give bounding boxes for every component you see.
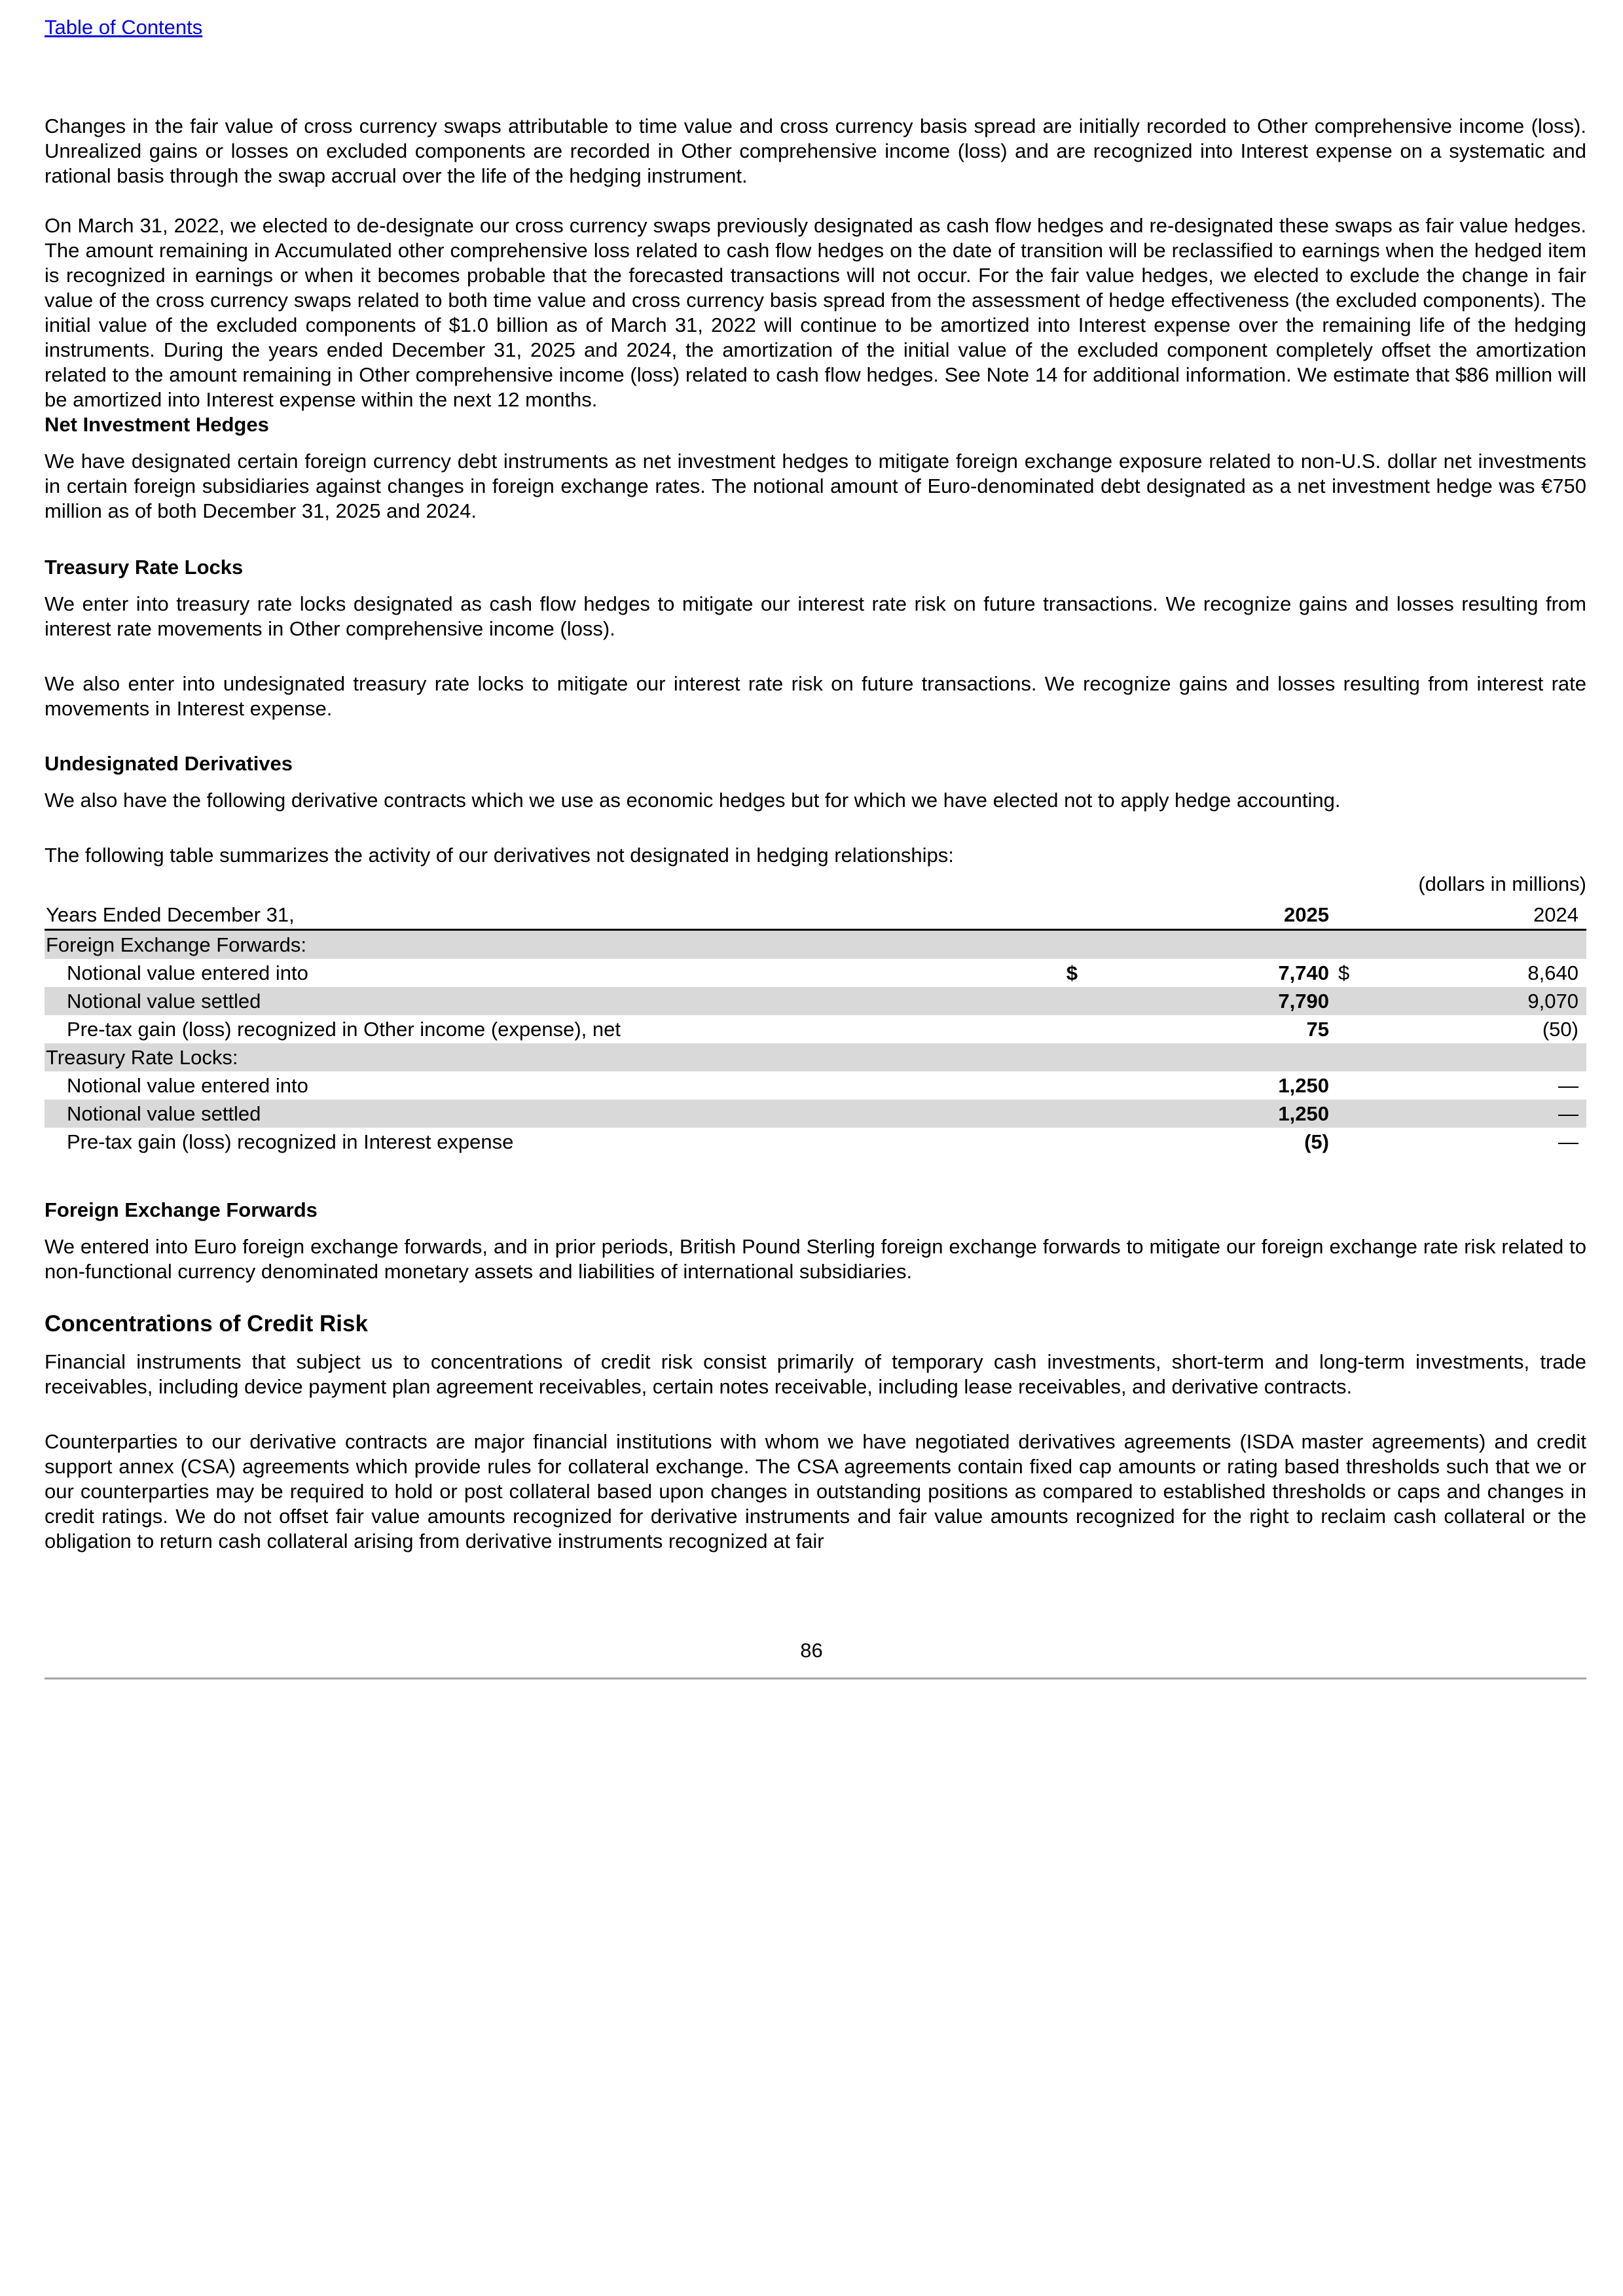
table-row	[45, 987, 1586, 1015]
paragraph-treasury-designated: We enter into treasury rate locks designated as cash flow hedges to mitigate our interest rate risk on future transactions. We recognize gains and losses resulting from interest rate movements in Other comprehensive income (loss).	[45, 592, 1586, 640]
group-label-fx: Foreign Exchange Forwards:	[45, 930, 1037, 960]
table-unit-note: (dollars in millions)	[1418, 872, 1586, 895]
derivatives-table	[45, 901, 1586, 1156]
header-2024: 2024	[1359, 901, 1586, 930]
heading-net-investment-hedges: Net Investment Hedges	[45, 413, 269, 436]
paragraph-dedesignation: On March 31, 2022, we elected to de-designate our cross currency swaps previously designated as cash flow hedges and re-designated these swaps as fair value hedges. The amount remaining in Accumulated other comprehensive loss related to cash flow hedges on the date of transition will be reclassified to earnings when the hedged item is recognized in earnings or when it becomes probable that the forecasted transactions will not occur. For the fair value hedges, we elected to exclude the change in fair value of the cross currency swaps related to both time value and cross currency basis spread from the assessment of hedge effectiveness (the excluded components). The initial value of the excluded components of $1.0 billion as of March 31, 2022 will continue to be amortized into Interest expense over the remaining life of the hedging instruments. During the years ended December 31, 2025 and 2024, the amortization of the initial value of the excluded component completely offset the amortization related to the amount remaining in Other comprehensive income (loss) related to cash flow hedges. See Note 14 for additional information. We estimate that $86 million will be amortized into Interest expense within the next 12 months.	[45, 214, 1586, 411]
paragraph-swap-fair-value: Changes in the fair value of cross currency swaps attributable to time value and cross currency basis spread are initially recorded to Other comprehensive income (loss). Unrealized gains or losses on excluded components are recorded in Other comprehensive income (loss) and are recognized into Interest expense on a systematic and rational basis through the swap accrual over the life of the hedging instrument.	[45, 115, 1586, 187]
value-2025: 7,790	[1079, 987, 1337, 1015]
page-content	[45, 114, 1586, 1554]
row-label: Notional value entered into	[67, 961, 308, 984]
value-2024: —	[1558, 1073, 1578, 1097]
value-2024: —	[1359, 1100, 1586, 1128]
table-group-row	[45, 930, 1586, 960]
paragraph-counterparties: Counterparties to our derivative contracts are major financial institutions with whom we have negotiated derivatives agreements (ISDA master agreements) and credit support annex (CSA) agreements which provide rules for collateral exchange. The CSA agreements contain fixed cap amounts or rating based thresholds such that we or our counterparties may be required to hold or post collateral based upon changes in outstanding positions as compared to established thresholds or caps and changes in credit ratings. We do not offset fair value amounts recognized for derivative instruments and fair value amounts recognized for the right to reclaim cash collateral or the obligation to return cash collateral arising from derivative instruments recognized at fair	[45, 1430, 1586, 1552]
value-2024: 9,070	[1359, 987, 1586, 1015]
page-number: 86	[800, 1639, 823, 1662]
table-row	[45, 1015, 1586, 1043]
row-label: Pre-tax gain (loss) recognized in Interest expense	[67, 1130, 514, 1153]
table-row	[45, 1128, 1586, 1156]
value-2025: 1,250	[1278, 1073, 1329, 1097]
heading-credit-risk: Concentrations of Credit Risk	[45, 1311, 368, 1336]
table-row	[45, 1100, 1586, 1128]
value-2025: (5)	[1304, 1130, 1329, 1153]
value-2024: 8,640	[1527, 961, 1578, 984]
value-2025: 1,250	[1079, 1100, 1337, 1128]
heading-treasury-rate-locks: Treasury Rate Locks	[45, 556, 244, 579]
group-label-treasury: Treasury Rate Locks:	[45, 1043, 1037, 1071]
footer-divider	[45, 1677, 1586, 1679]
value-2024: —	[1558, 1130, 1578, 1153]
table-header-row	[45, 901, 1586, 930]
paragraph-net-investment: We have designated certain foreign currency debt instruments as net investment hedges to mitigate foreign exchange exposure related to non-U.S. dollar net investments in certain foreign subsidiaries against changes in foreign exchange rates. The notional amount of Euro-denominated debt designated as a net investment hedge was €750 million as of both December 31, 2025 and 2024.	[45, 450, 1586, 522]
table-row	[45, 959, 1586, 987]
header-2025: 2025	[1079, 901, 1337, 930]
row-label: Pre-tax gain (loss) recognized in Other income (expense), net	[67, 1017, 621, 1041]
row-label: Notional value settled	[45, 987, 1037, 1015]
paragraph-fx-forwards: We entered into Euro foreign exchange forwards, and in prior periods, British Pound Sterling foreign exchange forwards to mitigate our foreign exchange rate risk related to non-functional currency denominated monetary assets and liabilities of international subsidiaries.	[45, 1235, 1586, 1283]
table-row	[45, 1071, 1586, 1100]
paragraph-table-intro: The following table summarizes the activity of our derivatives not designated in hedging relationships:	[45, 844, 954, 867]
paragraph-credit-risk: Financial instruments that subject us to concentrations of credit risk consist primarily of temporary cash investments, short-term and long-term investments, trade receivables, including device payment plan agreement receivables, certain notes receivable, including lease receivables, and derivative contracts.	[45, 1350, 1586, 1398]
dollar-sign: $	[1066, 961, 1078, 984]
value-2024: (50)	[1542, 1017, 1578, 1041]
header-label: Years Ended December 31,	[45, 901, 1037, 930]
heading-undesignated-derivatives: Undesignated Derivatives	[45, 752, 293, 775]
heading-foreign-exchange-forwards: Foreign Exchange Forwards	[45, 1198, 318, 1221]
value-2025: 75	[1306, 1017, 1329, 1041]
value-2025: 7,740	[1278, 961, 1329, 984]
dollar-sign: $	[1338, 961, 1350, 984]
table-of-contents-link[interactable]: Table of Contents	[45, 16, 203, 39]
row-label: Notional value entered into	[67, 1073, 308, 1097]
table-group-row	[45, 1043, 1586, 1071]
paragraph-economic-hedges: We also have the following derivative contracts which we use as economic hedges but for which we have elected not to apply hedge accounting.	[45, 789, 1341, 812]
row-label: Notional value settled	[45, 1100, 1037, 1128]
paragraph-treasury-undesignated: We also enter into undesignated treasury rate locks to mitigate our interest rate risk on future transactions. We recognize gains and losses resulting from interest rate movements in Interest expense.	[45, 672, 1586, 720]
